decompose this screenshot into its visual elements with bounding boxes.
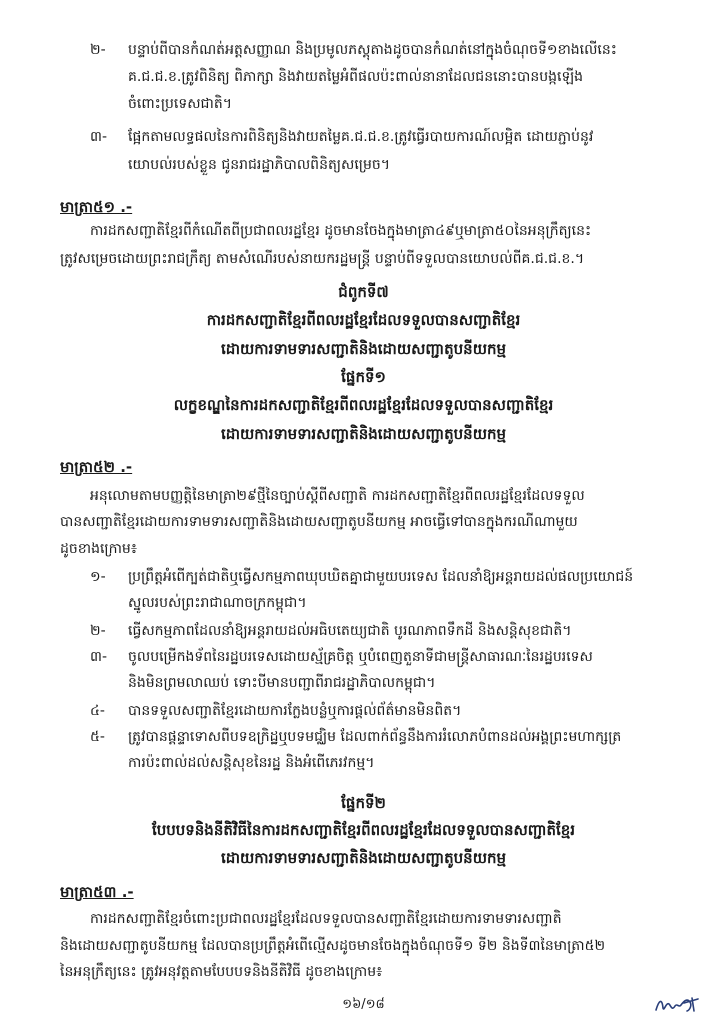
item-line: ការប៉ះពាល់ដល់សន្តិសុខនៃរដ្ឋ និងអំពើភេរវកម្ម។: [128, 755, 375, 771]
item-line: ត្រូវបានផ្តន្ទាទោសពីបទឧក្រិដ្ឋឬបទមជ្ឈិម ដែលពាក់ព័ន្ធនឹងការរំលោភបំពានដល់អង្គព្រះមហាក្សត្រ: [128, 729, 622, 745]
article-text: ការដកសញ្ជាតិខ្មែរពីកំណើតពីប្រជាពលរដ្ឋខ្មែរ ដូចមានចែងក្នុងមាត្រា៤៩ឬមាត្រា៥០នៃអនុក្រឹត្យនេះ: [90, 223, 592, 239]
item-line: បានទទួលសញ្ជាតិខ្មែរដោយការក្លែងបន្លំឬការផ្តល់ព័ត៌មានមិនពិត។: [128, 703, 462, 719]
list-number: ២-: [90, 42, 106, 58]
list-number: ៥-: [90, 729, 105, 745]
section-heading: ផ្នែកទី២: [341, 794, 386, 812]
item-line: ចូលបម្រើកងទ័ពនៃរដ្ឋបរទេសដោយស្ម័គ្រចិត្ត ឬបំពេញតួនាទីជាមន្ត្រីសាធារណៈនៃរដ្ឋបរទេស: [128, 649, 593, 665]
signature-initials: [654, 994, 702, 1016]
item-line: ផ្អែកតាមលទ្ធផលនៃការពិនិត្យនិងវាយតម្លៃគ.ជ.ជ.ខ.ត្រូវធ្វើរបាយការណ៍លម្អិត ដោយភ្ជាប់នូវ: [128, 129, 594, 145]
item-line: ចំពោះប្រទេសជាតិ។: [128, 96, 232, 112]
article-text: ការដកសញ្ជាតិខ្មែរចំពោះប្រជាពលរដ្ឋខ្មែរដែលទទួលបានសញ្ជាតិខ្មែរដោយការទាមទារសញ្ជាតិ: [90, 911, 562, 927]
article-heading: មាត្រា៥១ .-: [60, 198, 133, 216]
section-heading: ផ្នែកទី១: [341, 368, 386, 386]
article-text: ត្រូវសម្រេចដោយព្រះរាជក្រឹត្យ តាមសំណើរបស់នាយករដ្ឋមន្ត្រី បន្ទាប់ពីទទួលបានយោបល់ពីគ.ជ.ជ.ខ.។: [60, 251, 585, 267]
section-title: លក្ខខណ្ឌនៃការដកសញ្ជាតិខ្មែរពីពលរដ្ឋខ្មែរដែលទទួលបានសញ្ជាតិខ្មែរ: [173, 396, 554, 414]
list-number: ២-: [90, 623, 106, 639]
item-line: យោបល់របស់ខ្លួន ជូនរាជរដ្ឋាភិបាលពិនិត្យសម្រេច។: [128, 157, 390, 173]
article-text: និងដោយសញ្ជាតូបនីយកម្ម ដែលបានប្រព្រឹត្តអំពើល្មើសដូចមានចែងក្នុងចំណុចទី១ ទី២ និងទី៣នៃមាត្រា៥២: [60, 938, 606, 954]
list-number: ៣-: [90, 649, 108, 665]
list-number: ៤-: [90, 703, 105, 719]
chapter-heading: ជំពូកទី៧: [338, 283, 389, 301]
chapter-title: ដោយការទាមទារសញ្ជាតិនិងដោយសញ្ជាតូបនីយកម្ម: [220, 340, 507, 358]
item-line: ធ្វើសកម្មភាពដែលនាំឱ្យអន្តរាយដល់អធិបតេយ្យជាតិ បូរណភាពទឹកដី និងសន្តិសុខជាតិ។: [128, 623, 572, 639]
article-heading: មាត្រា៥៣ .-: [60, 883, 134, 901]
item-line: និងមិនព្រមលាឈប់ ទោះបីមានបញ្ជាពីរាជរដ្ឋាភិបាលកម្ពុជា។: [128, 675, 436, 691]
article-text: អនុលោមតាមបញ្ញត្តិនៃមាត្រា២៩ថ្មីនៃច្បាប់ស្តីពីសញ្ជាតិ ការដកសញ្ជាតិខ្មែរពីពលរដ្ឋខ្មែរដែលទទួល: [90, 488, 585, 504]
item-line: គ.ជ.ជ.ខ.ត្រូវពិនិត្យ ពិភាក្សា និងវាយតម្លៃអំពីផលប៉ះពាល់នានាដែលជននោះបានបង្កឡើង: [128, 69, 583, 85]
article-text: បានសញ្ជាតិខ្មែរដោយការទាមទារសញ្ជាតិនិងដោយសញ្ជាតូបនីយកម្ម អាចធ្វើទៅបានក្នុងករណីណាមួយ: [60, 514, 578, 530]
section-title: បែបបទនិងនីតិវិធីនៃការដកសញ្ជាតិខ្មែរពីពលរដ្ឋខ្មែរដែលទទួលបានសញ្ជាតិខ្មែរ: [151, 821, 576, 839]
section-title: ដោយការទាមទារសញ្ជាតិនិងដោយសញ្ជាតូបនីយកម្ម: [220, 425, 507, 443]
chapter-title: ការដកសញ្ជាតិខ្មែរពីពលរដ្ឋខ្មែរដែលទទួលបានសញ្ជាតិខ្មែរ: [206, 311, 521, 329]
item-line: បន្ទាប់ពីបានកំណត់អត្តសញ្ញាណ និងប្រមូលភស្តុតាងដូចបានកំណត់នៅក្នុងចំណុចទី១ខាងលើនេះ: [128, 42, 617, 58]
item-line: ស្នូលរបស់ព្រះរាជាណាចក្រកម្ពុជា។: [128, 595, 307, 611]
article-text: នៃអនុក្រឹត្យនេះ ត្រូវអនុវត្តតាមបែបបទនិងនីតិវិធី ដូចខាងក្រោម៖: [60, 964, 383, 980]
list-number: ៣-: [90, 129, 108, 145]
page-number: ១៦/១៨: [342, 997, 385, 1012]
section-title: ដោយការទាមទារសញ្ជាតិនិងដោយសញ្ជាតូបនីយកម្ម: [220, 849, 507, 867]
article-heading: មាត្រា៥២ .-: [60, 458, 133, 476]
article-text: ដូចខាងក្រោម៖: [60, 541, 137, 557]
item-line: ប្រព្រឹត្តអំពើក្បត់ជាតិឬធ្វើសកម្មភាពឃុបឃិតគ្នាជាមួយបរទេស ដែលនាំឱ្យអន្តរាយដល់ផលប្រយោជន៍: [128, 569, 634, 585]
list-number: ១-: [90, 569, 106, 585]
